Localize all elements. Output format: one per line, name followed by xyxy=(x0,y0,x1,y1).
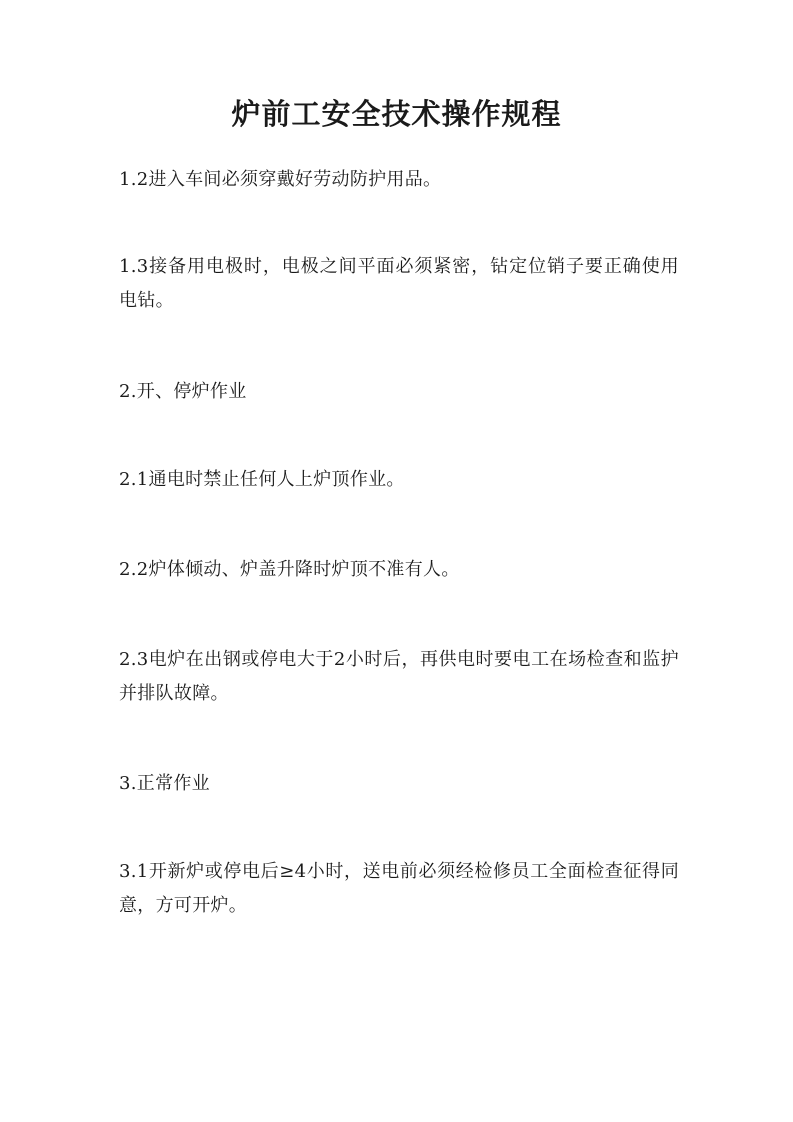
section-heading-2: 2.开、停炉作业 xyxy=(119,381,247,402)
paragraph-3-1: 3.1开新炉或停电后≥4小时，送电前必须经检修员工全面检查征得同意，方可开炉。 xyxy=(119,861,679,916)
paragraph-1-2: 1.2进入车间必须穿戴好劳动防护用品。 xyxy=(119,169,442,190)
paragraph-1-3: 1.3接备用电极时，电极之间平面必须紧密，钻定位销子要正确使用电钻。 xyxy=(119,256,679,311)
paragraph-2-2: 2.2炉体倾动、炉盖升降时炉顶不准有人。 xyxy=(119,559,460,580)
paragraph-2-1: 2.1通电时禁止任何人上炉顶作业。 xyxy=(119,469,405,490)
section-heading-3: 3.正常作业 xyxy=(119,773,210,794)
paragraph-2-3: 2.3电炉在出钢或停电大于2小时后，再供电时要电工在场检查和监护并排队故障。 xyxy=(119,649,679,704)
document-title: 炉前工安全技术操作规程 xyxy=(231,97,562,131)
